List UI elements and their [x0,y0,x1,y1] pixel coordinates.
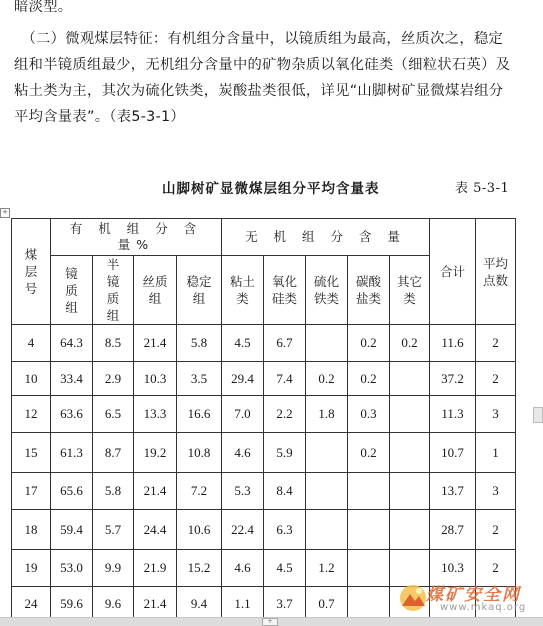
table-cell: 59.6 [51,587,93,622]
table-cell: 5.8 [93,473,134,510]
seam-number-cell: 18 [12,510,51,550]
header-inorganic-col [390,256,430,325]
seam-number-cell: 24 [12,587,51,622]
table-cell: 1.8 [306,396,348,433]
table-cell [306,325,348,362]
table-cell: 7.4 [264,362,306,396]
table-cell: 4.5 [222,325,264,362]
table-cell [390,510,430,550]
table-cell: 19.2 [134,433,177,473]
table-cell: 6.7 [264,325,306,362]
header-organic-col-label: 半镜质组 [106,257,120,323]
seam-number-cell: 12 [12,396,51,433]
table-cell: 0.2 [348,433,390,473]
table-cell: 2 [476,550,516,587]
table-cell: 37.2 [430,362,476,396]
header-inorganic-col-label: 粘土类 [229,274,255,306]
table-row [12,510,516,550]
header-avg-points-label: 平均点数 [482,255,508,288]
paragraph-line-3: 组和半镜质组最少，无机组分含量中的矿物杂质以氧化硅类（细粒状石英）及 [14,57,511,73]
header-organic-col [51,256,93,325]
watermark-text: 煤矿安全网 [426,585,521,605]
table-cell: 13.7 [430,473,476,510]
table-move-handle-icon[interactable]: + [0,208,10,218]
table-cell: 8.4 [264,473,306,510]
table-cell: 21.4 [134,587,177,622]
seam-number-cell: 10 [12,362,51,396]
header-inorganic-col-label: 碳酸盐类 [355,274,381,306]
header-seam-number [12,219,51,325]
table-cell: 0.2 [348,325,390,362]
table-cell: 21.4 [134,473,177,510]
seam-number-cell: 15 [12,433,51,473]
table-cell: 61.3 [51,433,93,473]
bottom-resize-handle-icon[interactable]: + [262,618,278,626]
table-cell: 65.6 [51,473,93,510]
paragraph-line-1: 暗淡型。 [14,0,73,15]
table-cell: 63.6 [51,396,93,433]
seam-number-cell: 19 [12,550,51,587]
header-organic-col-label: 稳定组 [186,274,212,306]
table-cell [348,550,390,587]
table-row [12,473,516,510]
table-cell: 0.2 [306,362,348,396]
table-cell: 4.6 [222,550,264,587]
table-cell: 24.4 [134,510,177,550]
table-cell: 0.3 [348,396,390,433]
table-cell: 1 [476,433,516,473]
table-cell: 15.2 [177,550,222,587]
table-cell: 33.4 [51,362,93,396]
header-inorganic-col [348,256,390,325]
table-cell: 0.2 [348,362,390,396]
table-cell: 10.3 [430,550,476,587]
table-cell: 5.3 [222,473,264,510]
header-inorganic-col-label: 硫化铁类 [313,274,339,306]
table-row [12,325,516,362]
header-inorganic-col [306,256,348,325]
table-cell: 7.2 [177,473,222,510]
seam-number-cell: 17 [12,473,51,510]
table-cell: 21.4 [134,325,177,362]
table-cell: 1.2 [306,550,348,587]
table-cell: 9.6 [93,587,134,622]
paragraph-line-5: 平均含量表”。（表5-3-1） [14,109,186,125]
table-cell: 3 [476,396,516,433]
table-row [12,362,516,396]
table-cell: 3.5 [177,362,222,396]
table-cell [390,473,430,510]
table-cell: 9.4 [177,587,222,622]
table-cell: 29.4 [222,362,264,396]
table-cell: 8.7 [93,433,134,473]
table-cell [390,362,430,396]
table-cell [348,473,390,510]
paragraph-line-4: 粘土类为主，其次为硫化铁类，炭酸盐类很低，详见“山脚树矿显微煤岩组分 [14,83,504,99]
table-cell: 2.2 [264,396,306,433]
table-cell: 28.7 [430,510,476,550]
table-row [12,550,516,587]
header-inorganic-col [222,256,264,325]
table-cell: 11.3 [430,396,476,433]
table-cell: 8.5 [93,325,134,362]
header-inorganic-col-label: 其它类 [396,274,422,306]
table-cell: 7.0 [222,396,264,433]
table-cell: 10.6 [177,510,222,550]
header-organic-col [134,256,177,325]
table-cell: 5.7 [93,510,134,550]
maceral-composition-table [11,218,516,622]
table-cell: 2 [476,362,516,396]
table-caption: 山脚树矿显微煤层组分平均含量表 [162,181,380,197]
table-cell: 10.3 [134,362,177,396]
paragraph-line-2: （二）微观煤层特征：有机组分含量中，以镜质组为最高，丝质次之，稳定 [14,31,504,47]
table-cell: 22.4 [222,510,264,550]
header-organic-col [177,256,222,325]
table-cell: 11.6 [430,325,476,362]
table-cell: 10.8 [177,433,222,473]
table-cell: 53.0 [51,550,93,587]
table-cell: 10.7 [430,433,476,473]
table-cell: 0.2 [390,325,430,362]
table-cell: 6.5 [93,396,134,433]
table-cell: 59.4 [51,510,93,550]
watermark-url: www.mkaq.org [440,602,527,613]
table-cell [306,433,348,473]
header-avg-points [476,219,516,325]
header-total: 合计 [430,219,476,325]
table-cell: 1.1 [222,587,264,622]
header-inorganic-col-label: 氧化硅类 [271,274,297,306]
table-cell [390,396,430,433]
body-paragraph [14,0,526,130]
header-organic-col-label: 镜质组 [65,265,78,315]
table-cell: 9.9 [93,550,134,587]
table-cell: 16.6 [177,396,222,433]
table-cell: 0.7 [306,587,348,622]
table-row [12,433,516,473]
table-header-row-1 [12,219,516,256]
header-organic-group: 有 机 组 分 含 量% [51,219,222,256]
table-cell: 13.3 [134,396,177,433]
table-number: 表 5-3-1 [455,181,510,196]
table-cell: 2 [476,325,516,362]
table-cell: 2 [476,510,516,550]
seam-number-cell: 4 [12,325,51,362]
table-cell [306,473,348,510]
table-row [12,396,516,433]
table-cell [390,550,430,587]
table-cell [348,510,390,550]
header-inorganic-col [264,256,306,325]
table-cell: 3.7 [264,587,306,622]
header-inorganic-group: 无 机 组 分 含 量 [222,219,430,256]
table-cell: 3 [476,473,516,510]
table-cell: 21.9 [134,550,177,587]
table-cell: 2.9 [93,362,134,396]
header-organic-col [93,256,134,325]
header-seam-label: 煤层号 [24,247,38,296]
table-cell: 6.3 [264,510,306,550]
table-cell [390,433,430,473]
table-cell: 5.8 [177,325,222,362]
table-cell: 5.9 [264,433,306,473]
header-organic-col-label: 丝质组 [142,274,168,306]
table-cell: 4.6 [222,433,264,473]
table-cell: 64.3 [51,325,93,362]
page-side-marker [533,407,543,423]
table-cell [306,510,348,550]
table-cell: 4.5 [264,550,306,587]
